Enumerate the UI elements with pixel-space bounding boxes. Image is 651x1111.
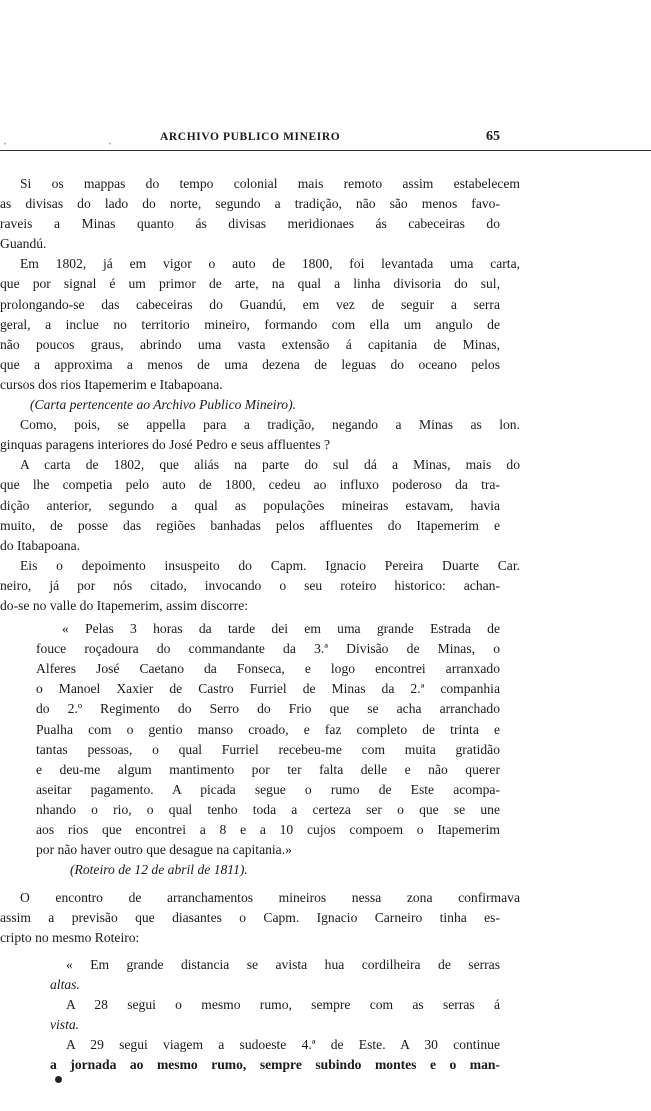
text-line: prolongando-se das cabeceiras do Guandú, em vez de seguir a serra [0,296,500,312]
header-title: ARCHIVO PUBLICO MINEIRO [160,131,341,143]
text-line: nhando o rio, o qual tenho toda a certeza ser o que se une [36,801,500,817]
text-line: o Manoel Xaxier de Castro Furriel de Minas da 2.ª companhia [36,681,500,697]
text-line: A 29 segui viagem a sudoeste 4.ª de Este. A 30 continue [66,1036,500,1052]
text-line: A carta de 1802, que aliás na parte do sul dá a Minas, mais do [20,457,520,473]
text-line: por não haver outro que desague na capitania.» [36,842,292,858]
text-line: que por signal é um primor de arte, na qual a linha divisoria do sul, [0,276,500,292]
text-line: ginquas paragens interiores do José Pedro e seus affluentes ? [0,437,331,453]
paragraph [0,254,651,395]
text-line: Si os mappas do tempo colonial mais remoto assim estabelecem [20,176,520,191]
text-line: altas. [50,976,80,992]
block-quote [0,955,651,1076]
citation: (Carta pertencente ao Archivo Publico Mineiro). [30,397,297,413]
text-line: que a approxima a menos de uma dezena de leguas do oceano pelos [0,356,500,372]
text-line: geral, a inclue no territorio mineiro, formando com ella um angulo de [0,316,500,332]
text-line: Como, pois, se appella para a tradição, negando a Minas as lon. [20,417,520,433]
citation: (Roteiro de 12 de abril de 1811). [70,862,248,878]
text-line: do-se no valle do Itapemerim, assim discorre: [0,597,249,613]
paragraph [0,888,651,948]
page-number: 65 [486,129,500,144]
text-line: do 2.º Regimento do Serro do Frio que se acha arranchado [36,701,500,717]
text-line: cursos dos rios Itapemerim e Itabapoana. [0,376,223,392]
text-line: A 28 segui o mesmo rumo, sempre com as serras á [66,996,500,1012]
text-line: Eis o depoimento insuspeito do Capm. Ignacio Pereira Duarte Car. [20,557,520,573]
text-line: Pualha com o gentio manso croado, e faz completo de trinta e [36,721,500,737]
header-mark: ˌ [3,131,7,145]
paragraph [0,455,651,555]
text-line: fouce roçadoura do commandante da 3.ª Divisão de Minas, o [36,641,500,657]
running-header [0,128,651,151]
block-quote [0,619,651,880]
text-line: assim a previsão que diasantes o Capm. Ignacio Carneiro tinha es- [0,910,500,926]
text-line: e deu-me algum mantimento por ter falta delle e não querer [36,761,500,777]
text-line: Em 1802, já em vigor o auto de 1800, foi levantada uma carta, [20,256,520,272]
text-line: O encontro de arranchamentos mineiros nessa zona confirmava [20,890,520,906]
page-body [0,174,651,1075]
text-line: aos rios que encontrei a 8 e a 10 cujos compoem o Itapemerim [36,822,500,837]
text-line: Alferes José Caetano da Fonseca, e logo encontrei arranxado [36,661,500,677]
text-line: cripto no mesmo Roteiro: [0,930,140,946]
text-line: as divisas do lado do norte, segundo a tradição, não são menos favo- [0,196,500,212]
paragraph [0,174,651,254]
text-line: vista. [50,1016,80,1032]
text-line: muito, de posse das regiões banhadas pelos affluentes do Itapemerim e [0,517,500,533]
text-line: a jornada ao mesmo rumo, sempre subindo montes e o man- [50,1057,500,1073]
text-line: tantas pessoas, o qual Furriel recebeu-me com muita gratidão [36,741,500,757]
paragraph [0,556,651,616]
text-line: aseitar pagamento. A picada segue o rumo de Este acompa- [36,781,500,797]
text-line: dição anterior, segundo a qual as populações mineiras estavam, havia [0,497,500,513]
text-line: não poucos graus, abrindo uma vasta extensão á capitania de Minas, [0,336,500,352]
text-line: raveis a Minas quanto ás divisas meridionaes ás cabeceiras do [0,216,500,232]
text-line: « Em grande distancia se avista hua cordilheira de serras [66,956,500,972]
text-line: neiro, já por nós citado, invocando o seu roteiro historico: achan- [0,577,500,593]
text-line: Guandú. [0,236,47,252]
ink-dot [55,1076,62,1083]
text-line: do Itabapoana. [0,537,81,553]
header-mark: ˌ [108,131,112,145]
text-line: « Pelas 3 horas da tarde dei em uma grande Estrada de [62,621,500,637]
paragraph [0,415,651,455]
text-line: que lhe competia pelo auto de 1800, cedeu ao influxo poderoso da tra- [0,477,500,493]
